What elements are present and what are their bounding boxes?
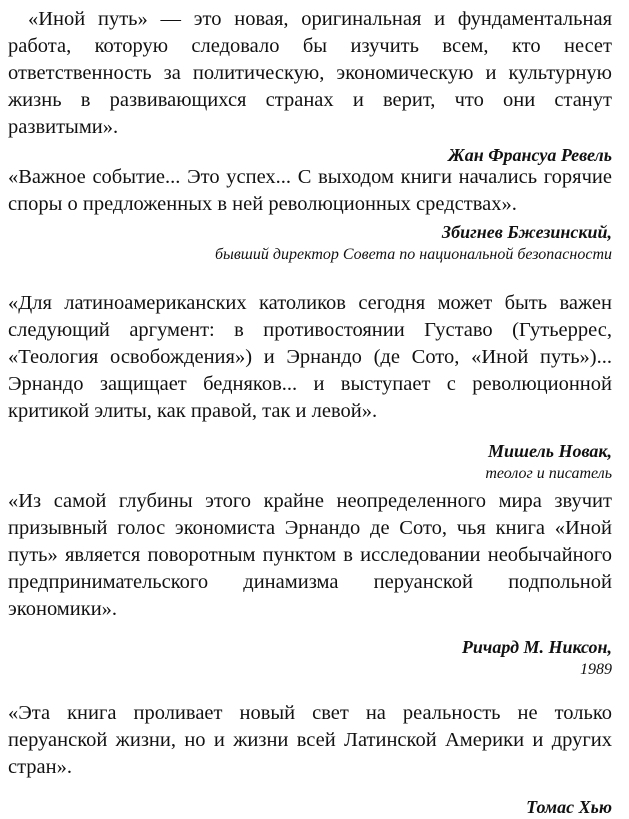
quote-author: Збигнев Бжезинский, xyxy=(441,222,612,242)
quote-author: Мишель Новак, xyxy=(487,441,612,461)
quote-author-role: бывший директор Совета по национальной безопасности xyxy=(214,246,612,263)
quote-block-1 xyxy=(8,6,612,167)
quote-author: Жан Франсуа Ревель xyxy=(448,145,612,165)
quote-author-role: 1989 xyxy=(580,661,612,678)
quote-text: «Эта книга проливает новый свет на реальность не только перуанской жизни, но и жизни всей Латинской Америки и других стран». xyxy=(8,702,612,778)
quote-block-5 xyxy=(8,700,612,819)
quote-author: Томас Хью xyxy=(526,797,612,817)
quote-text: «Иной путь» — это новая, оригинальная и фундаментальная работа, которую следовало бы изучить всем, кто несет ответственность за политическую, экономическую и культурную жизнь в развивающихся странах и верит, что они станут развитыми». xyxy=(8,8,612,138)
quote-block-3 xyxy=(8,290,612,485)
quote-text: «Важное событие... Это успех... С выходом книги начались горячие споры о предложенных в ней революционных средствах». xyxy=(8,166,612,215)
quote-text: «Из самой глубины этого крайне неопределенного мира звучит призывный голос экономиста Эрнандо де Сото, чья книга «Иной путь» является поворотным пунктом в исследовании необычайного предпринимательского динамизма перуанской подпольной экономики». xyxy=(8,490,612,620)
quote-block-4 xyxy=(8,488,612,681)
quote-block-2 xyxy=(8,164,612,266)
quote-author: Ричард М. Никсон, xyxy=(461,637,612,657)
quote-text: «Для латиноамериканских католиков сегодня может быть важен следующий аргумент: в противостоянии Густаво (Гутьеррес, «Теология освобождения») и Эрнандо (де Сото, «Иной путь»)... Эрнандо защищает бедняков... и выступает с революционной критикой элиты, как правой, так и левой». xyxy=(8,292,612,422)
quote-author-role: теолог и писатель xyxy=(485,465,612,482)
